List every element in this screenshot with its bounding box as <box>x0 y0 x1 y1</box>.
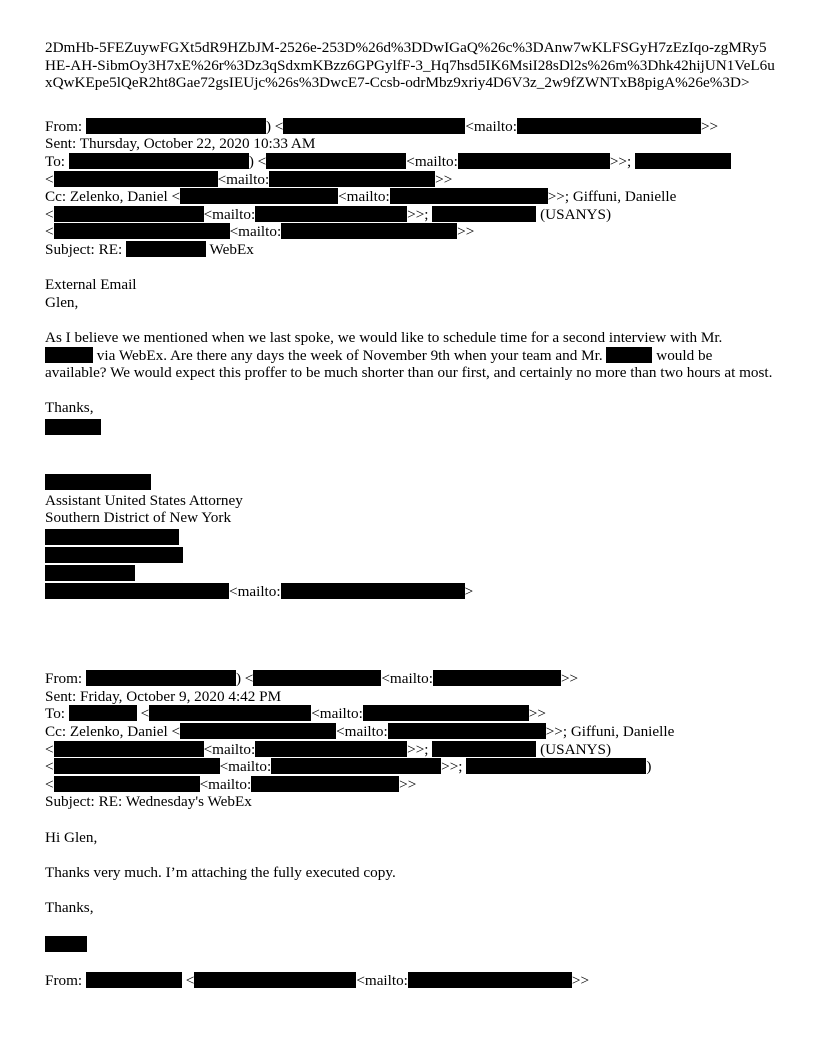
redaction <box>86 972 182 988</box>
email2-cc-line-3 <box>45 758 775 776</box>
redaction <box>45 474 151 490</box>
redaction <box>266 153 406 169</box>
redaction <box>54 223 230 239</box>
text-fragment: <mailto: <box>406 152 458 170</box>
from-label: From: <box>45 971 83 989</box>
email1-to-line-2 <box>45 171 775 189</box>
redaction <box>390 188 548 204</box>
text-fragment: <mailto: <box>336 723 388 741</box>
redaction <box>271 758 441 774</box>
text-fragment: ) <box>646 758 652 776</box>
redaction <box>635 153 731 169</box>
signature-email-line <box>45 583 775 601</box>
url-fragment: 2DmHb-5FEZuywFGXt5dR9HZbJM-2526e-253D%26d%3DDwIGaQ%26c%3DAnw7wKLFSGyH7zEzIqo-zgMRy5HE-AH-SibmOy3H7xE%26r%3Dz3qSdxmKBzz6GPGylfF-3_Hq7hsd5IK6MsiI28sDl2s%26m%3Dhk42hijUN1VeL6uxQwKEpe5lQeR2ht8Gae72gsIEUjc%26s%3DwcE7-Ccsb-odrMbz9xriy4D6V3z_2w9fZWNTxB8pigA%26e%3D> <box>45 39 775 92</box>
redaction <box>458 153 610 169</box>
redaction <box>466 758 646 774</box>
email2-to-line <box>45 705 775 723</box>
email1-body <box>45 329 775 382</box>
text-fragment: (USANYS) <box>540 205 612 223</box>
text-fragment: < <box>45 758 54 776</box>
signature-district: Southern District of New York <box>45 509 232 527</box>
redaction <box>269 171 435 187</box>
redaction <box>45 583 229 599</box>
email2-cc-line <box>45 723 775 741</box>
redaction <box>45 347 93 363</box>
email1-thanks: Thanks, <box>45 399 94 417</box>
email1-cc-line-2 <box>45 206 775 224</box>
redaction <box>281 223 457 239</box>
text-fragment: <mailto: <box>229 583 281 601</box>
external-email-label: External Email <box>45 276 137 294</box>
text-fragment: ) < <box>265 117 284 135</box>
cc-label: Cc: Zelenko, Daniel < <box>45 723 181 741</box>
text-fragment: >>; <box>407 740 433 758</box>
text-fragment: <mailto: <box>381 670 433 688</box>
text-fragment: >> <box>571 971 590 989</box>
email1-cc-line-3 <box>45 223 775 241</box>
redaction <box>433 670 561 686</box>
text-fragment: <mailto: <box>229 223 282 241</box>
document-page <box>45 39 775 989</box>
redaction <box>69 153 249 169</box>
redaction <box>54 206 204 222</box>
text-fragment: >> <box>528 705 546 723</box>
text-fragment: < <box>140 705 150 723</box>
redaction <box>388 723 546 739</box>
text-fragment: <mailto: <box>203 205 256 223</box>
signature-title: Assistant United States Attorney <box>45 491 243 509</box>
text-fragment: available? We would expect this proffer to be much shorter than our first, and certainly no more than two hours at most. <box>45 364 773 382</box>
text-fragment: >>; Giffuni, Danielle <box>545 723 675 741</box>
redaction <box>283 118 465 134</box>
redaction <box>194 972 356 988</box>
email2-body: Thanks very much. I’m attaching the fully executed copy. <box>45 863 396 881</box>
redaction <box>253 670 381 686</box>
redaction <box>363 705 529 721</box>
text-fragment: >> <box>435 170 453 188</box>
redaction <box>126 241 206 257</box>
text-fragment: <mailto: <box>356 971 408 989</box>
text-fragment: <mailto: <box>338 188 390 206</box>
text-fragment: would be <box>656 346 713 364</box>
text-fragment: >>; <box>407 205 433 223</box>
email2-sent-line: Sent: Friday, October 9, 2020 4:42 PM <box>45 687 282 705</box>
text-fragment: <mailto: <box>199 775 252 793</box>
subject-label: Subject: RE: <box>45 240 123 258</box>
redaction <box>149 705 311 721</box>
redaction <box>432 741 536 757</box>
text-fragment: <mailto: <box>217 170 270 188</box>
text-fragment: As I believe we mentioned when we last spoke, we would like to schedule time for a second interview with Mr. <box>45 328 723 346</box>
redaction <box>86 118 266 134</box>
redaction <box>251 776 399 792</box>
text-fragment: <mailto: <box>219 758 272 776</box>
text-fragment: >> <box>560 670 579 688</box>
redaction <box>281 583 465 599</box>
email2-thanks: Thanks, <box>45 898 94 916</box>
redaction <box>54 171 218 187</box>
email2-greeting: Hi Glen, <box>45 828 98 846</box>
text-fragment: ) < <box>248 152 267 170</box>
text-fragment: >>; <box>441 758 467 776</box>
text-fragment: >>; Giffuni, Danielle <box>547 188 677 206</box>
redaction <box>45 547 183 563</box>
text-fragment: < <box>45 205 54 223</box>
text-fragment: < <box>45 170 54 188</box>
cc-label: Cc: Zelenko, Daniel < <box>45 188 181 206</box>
text-fragment: <mailto: <box>203 740 256 758</box>
redaction <box>69 705 137 721</box>
from-label: From: <box>45 670 83 688</box>
text-fragment: >> <box>700 117 719 135</box>
text-fragment: WebEx <box>209 240 254 258</box>
email1-from-line <box>45 118 775 136</box>
redaction <box>180 723 336 739</box>
text-fragment: ) < <box>235 670 254 688</box>
redaction <box>54 741 204 757</box>
email2-cc-line-4 <box>45 776 775 794</box>
redaction <box>45 565 135 581</box>
email3-from-line <box>45 972 775 990</box>
redaction <box>86 670 236 686</box>
text-fragment: (USANYS) <box>540 740 612 758</box>
redaction <box>54 776 200 792</box>
text-fragment: <mailto: <box>311 705 363 723</box>
text-fragment: < <box>45 775 54 793</box>
text-fragment: < <box>45 223 54 241</box>
email1-to-line <box>45 153 775 171</box>
text-fragment: >> <box>457 223 475 241</box>
from-label: From: <box>45 117 83 135</box>
redaction <box>255 206 407 222</box>
redaction <box>45 936 87 952</box>
redaction <box>255 741 407 757</box>
email2-subject-line: Subject: RE: Wednesday's WebEx <box>45 793 252 811</box>
to-label: To: <box>45 705 66 723</box>
text-fragment: <mailto: <box>465 117 517 135</box>
redaction <box>408 972 572 988</box>
to-label: To: <box>45 152 66 170</box>
email2-from-line <box>45 670 775 688</box>
text-fragment: via WebEx. Are there any days the week of November 9th when your team and Mr. <box>96 346 603 364</box>
text-fragment: >>; <box>609 152 635 170</box>
redaction <box>517 118 701 134</box>
text-fragment: > <box>464 583 474 601</box>
redaction <box>45 529 179 545</box>
redaction <box>45 419 101 435</box>
email1-sent-line: Sent: Thursday, October 22, 2020 10:33 AM <box>45 135 316 153</box>
text-fragment: < <box>185 971 195 989</box>
email2-cc-line-2 <box>45 741 775 759</box>
text-fragment: < <box>45 740 54 758</box>
redaction <box>606 347 652 363</box>
email1-greeting: Glen, <box>45 293 79 311</box>
redaction <box>54 758 220 774</box>
email1-subject-line <box>45 241 775 259</box>
email1-cc-line <box>45 188 775 206</box>
text-fragment: >> <box>399 775 417 793</box>
redaction <box>432 206 536 222</box>
redaction <box>180 188 338 204</box>
